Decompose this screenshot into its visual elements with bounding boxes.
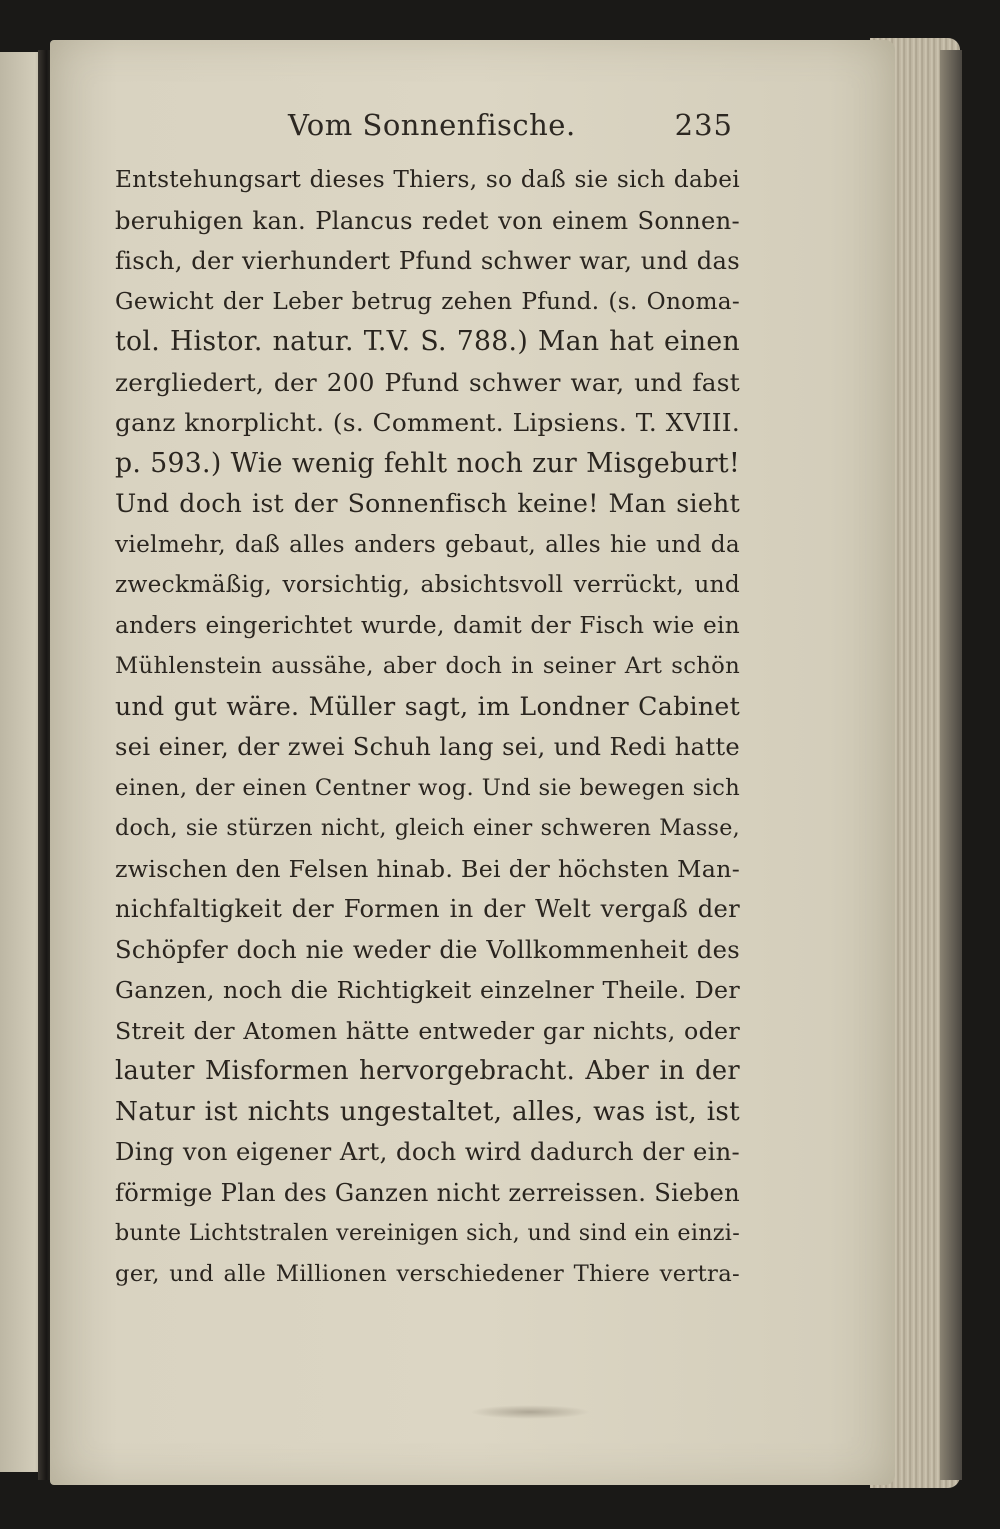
text-line: tol. Histor. natur. T.V. S. 788.) Man hat einen [115,326,740,357]
text-line: fisch, der vierhundert Pfund schwer war, und das [115,247,740,275]
ink-smudge [470,1405,590,1419]
text-line: doch, sie stürzen nicht, gleich einer schweren Masse, [115,815,740,841]
text-line: zwischen den Felsen hinab. Bei der höchsten Man- [115,854,741,883]
text-line: Und doch ist der Sonnenfisch keine! Man sieht [115,489,740,518]
text-line: beruhigen kan. Plancus redet von einem Sonnen- [115,206,740,235]
text-line: anders eingerichtet wurde, damit der Fisch wie ein [115,611,740,639]
running-header [288,108,733,152]
text-line: sei einer, der zwei Schuh lang sei, und Redi hatte [115,733,740,761]
running-title: Vom Sonnenfische. [288,108,576,142]
body-text [115,160,740,1294]
text-line: vielmehr, daß alles anders gebaut, alles hie und da [115,530,740,558]
text-line: einen, der einen Centner wog. Und sie bewegen sich [115,774,740,801]
text-line: Streit der Atomen hätte entweder gar nichts, oder [115,1016,740,1045]
text-line: zweckmäßig, vorsichtig, absichtsvoll verrückt, und [115,571,740,598]
text-line: Ding von eigener Art, doch wird dadurch der ein- [115,1138,740,1166]
book-cover-edge [940,50,962,1480]
text-line: nichfaltigkeit der Formen in der Welt vergaß der [115,895,740,923]
text-line: ger, und alle Millionen verschiedener Thiere vertra- [115,1260,740,1287]
page-number: 235 [674,108,733,142]
text-line: Schöpfer doch nie weder die Vollkommenheit des [115,935,740,964]
text-line: Natur ist nichts ungestaltet, alles, was ist, ist [115,1096,740,1127]
text-line: ganz knorplicht. (s. Comment. Lipsiens. T. XVIII. [115,408,740,437]
text-line: Entstehungsart dieses Thiers, so daß sie sich dabei [115,166,740,193]
text-line: p. 593.) Wie wenig fehlt noch zur Misgeburt! [115,447,740,479]
text-line: Mühlenstein aussähe, aber doch in seiner Art schön [115,653,740,679]
text-line: lauter Misformen hervorgebracht. Aber in der [115,1056,740,1086]
text-line: Gewicht der Leber betrug zehen Pfund. (s. Onoma- [115,287,740,315]
text-line: bunte Lichtstralen vereinigen sich, und sind ein einzi- [115,1220,740,1246]
text-line: zergliedert, der 200 Pfund schwer war, und fast [115,367,740,397]
text-line: Ganzen, noch die Richtigkeit einzelner Theile. Der [115,976,740,1004]
text-line: förmige Plan des Ganzen nicht zerreissen. Sieben [115,1178,741,1207]
text-line: und gut wäre. Müller sagt, im Londner Cabinet [115,691,740,721]
